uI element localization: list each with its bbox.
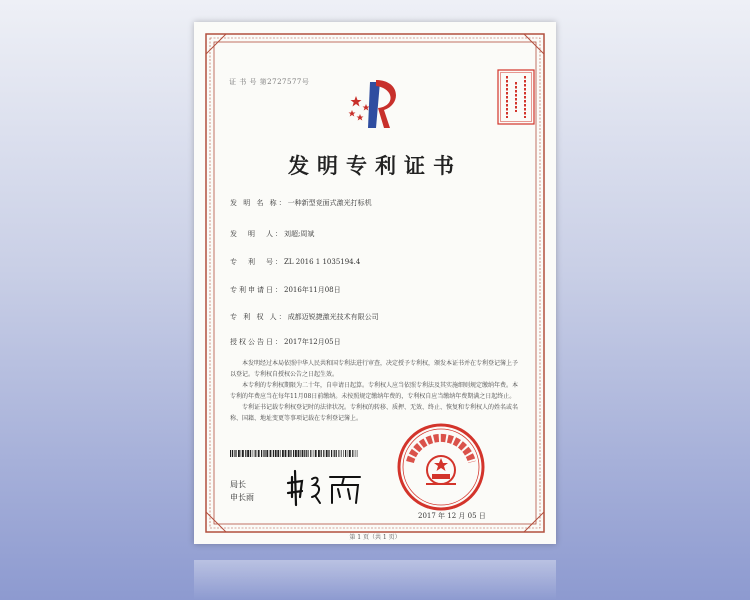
barcode	[230, 450, 360, 457]
patentee-label: 专 利 权 人：	[230, 313, 288, 321]
agency-corner-stamp	[496, 68, 536, 126]
filing-date-value: 2016年11月08日	[284, 286, 341, 294]
inventor-row	[230, 229, 314, 239]
patent-number-label: 专 利 号：	[230, 258, 284, 266]
grant-date-value: 2017年12月05日	[284, 338, 341, 346]
certificate-number: 证 书 号 第2727577号	[229, 78, 310, 86]
body-paragraph: 专利证书记载专利权登记时的法律状况。专利权的转移、质押、无效、终止、恢复和专利权人的姓名或名称、国籍、地址变更等事项记载在专利登记簿上。	[230, 404, 519, 422]
seal-date: 2017 年 12 月 05 日	[418, 512, 486, 520]
patent-number-value: ZL 2016 1 1035194.4	[284, 258, 361, 266]
patent-certificate	[194, 22, 556, 544]
director-name: 申长雨	[230, 493, 254, 502]
filing-date-row	[230, 285, 341, 295]
certificate-reflection	[194, 560, 556, 600]
grant-date-label: 授权公告日：	[230, 338, 284, 346]
director-title: 局长	[230, 480, 246, 489]
patentee-value: 成都迈锐捷激光技术有限公司	[287, 313, 379, 321]
body-paragraph: 本发明经过本局依照中华人民共和国专利法进行审查，决定授予专利权，颁发本证书并在专利登记簿上予以登记。专利权自授权公告之日起生效。	[230, 360, 519, 378]
inventor-value: 刘超;周斌	[284, 230, 315, 238]
patent-office-logo	[346, 76, 406, 136]
body-paragraph: 本专利的专利权期限为二十年，自申请日起算。专利权人应当依照专利法及其实施细则规定缴纳年费。本专利的年费应当在每年11月08日前缴纳。未按照规定缴纳年费的，专利权自应当缴纳年费期满之日起终止。	[230, 382, 519, 400]
director-signature	[286, 467, 366, 507]
certificate-title: 发明专利证书	[288, 154, 462, 178]
patent-number-row	[230, 257, 360, 267]
invention-name-value: 一种新型竞面式激光打标机	[287, 199, 372, 207]
filing-date-label: 专利申请日：	[230, 286, 284, 294]
patentee-row	[230, 312, 379, 322]
invention-name-label: 发 明 名 称：	[230, 199, 288, 207]
inventor-label: 发 明 人：	[230, 230, 284, 238]
page-number: 第 1 页（共 1 页）	[349, 534, 401, 541]
invention-name-row	[230, 198, 372, 208]
grant-date-row	[230, 337, 341, 347]
certificate-body	[230, 358, 522, 424]
official-seal	[396, 422, 486, 512]
